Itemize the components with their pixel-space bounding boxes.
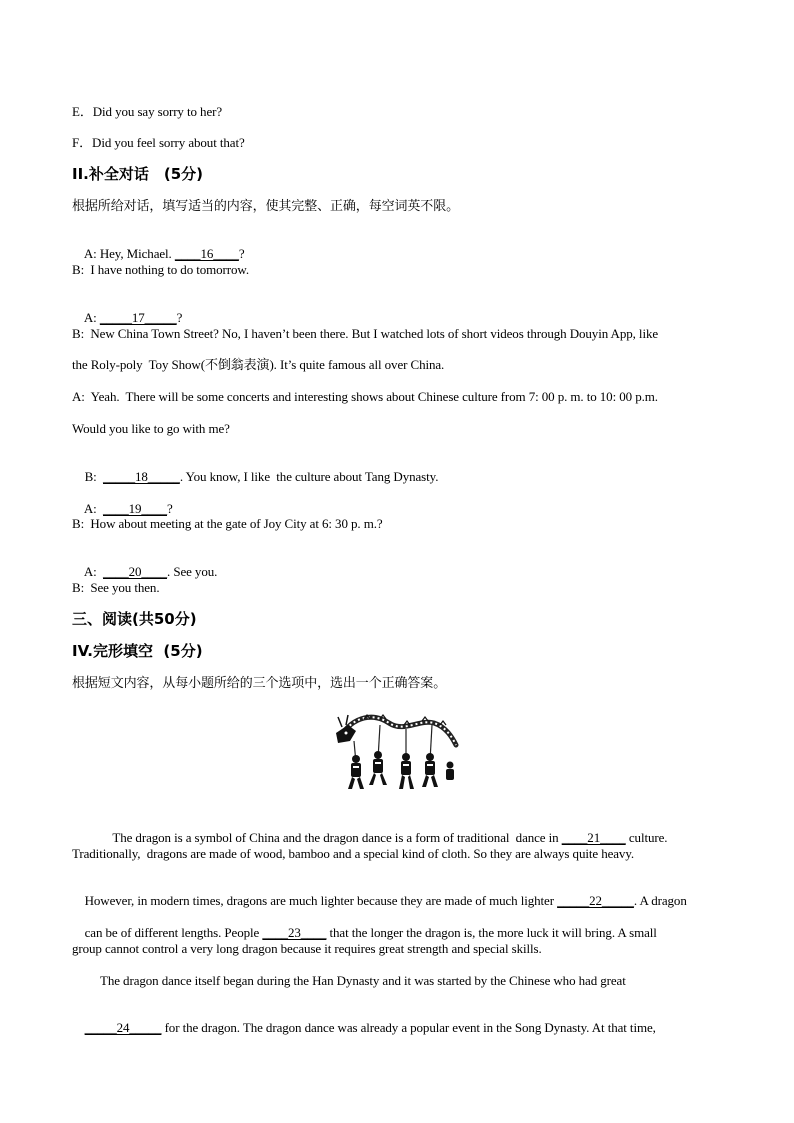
section-4-heading: IV.完形填空 (5分) bbox=[72, 642, 203, 660]
dialogue-line-10: B: How about meeting at the gate of Joy City at 6: 30 p. m.? bbox=[72, 516, 383, 531]
dialogue-line-2: B: I have nothing to do tomorrow. bbox=[72, 262, 250, 277]
section-4-instruction: 根据短文内容，从每小题所给的三个选项中，选出一个正确答案。 bbox=[72, 676, 447, 691]
answer-blank-24[interactable]: _____24_____ bbox=[84, 1020, 162, 1035]
passage-text: The dragon is a symbol of China and the dragon dance is a form of traditional dance in bbox=[112, 830, 562, 845]
answer-blank-16[interactable]: ____16____ bbox=[174, 246, 239, 261]
option-e: E．Did you say sorry to her? bbox=[72, 104, 223, 119]
dialogue-text: A: bbox=[83, 501, 103, 516]
passage-line-7 bbox=[72, 1004, 656, 1052]
section-2-heading: II.补全对话 (5分) bbox=[72, 165, 204, 183]
passage-text: culture. bbox=[625, 830, 668, 845]
dialogue-text: A: Hey, Michael. bbox=[83, 246, 175, 261]
passage-line-6: The dragon dance itself began during the Han Dynasty and it was started by the Chinese who had great bbox=[100, 973, 626, 988]
passage-text: can be of different lengths. People bbox=[84, 925, 263, 940]
option-f: F．Did you feel sorry about that? bbox=[72, 135, 245, 150]
dragon-dance-illustration bbox=[334, 707, 460, 799]
dialogue-text: A: bbox=[83, 310, 100, 325]
dialogue-text: ? bbox=[238, 246, 245, 261]
answer-blank-20[interactable]: ____20____ bbox=[103, 564, 168, 579]
passage-line-2: Traditionally, dragons are made of wood, bamboo and a special kind of cloth. So they are always quite heavy. bbox=[72, 846, 635, 861]
dialogue-line-7: Would you like to go with me? bbox=[72, 421, 230, 436]
dialogue-line-6: A: Yeah. There will be some concerts and interesting shows about Chinese culture from 7: 00 p. m. to 10: 00 p.m. bbox=[72, 389, 658, 404]
passage-text: for the dragon. The dragon dance was already a popular event in the Song Dynasty. At that time, bbox=[161, 1020, 656, 1035]
passage-text: However, in modern times, dragons are much lighter because they are made of much lighter bbox=[84, 893, 558, 908]
answer-blank-21[interactable]: ____21____ bbox=[561, 830, 626, 845]
passage-line-5: group cannot control a very long dragon because it requires great strength and special skills. bbox=[72, 941, 542, 956]
answer-blank-22[interactable]: _____22_____ bbox=[557, 893, 634, 908]
dialogue-text: ? bbox=[167, 501, 173, 516]
dialogue-text: B: bbox=[84, 469, 103, 484]
answer-blank-18[interactable]: _____18_____ bbox=[103, 469, 180, 484]
dialogue-text: ? bbox=[176, 310, 183, 325]
dragon-dance-image bbox=[334, 707, 460, 799]
dialogue-text: . See you. bbox=[167, 564, 218, 579]
dialogue-line-12: B: See you then. bbox=[72, 580, 160, 595]
dialogue-line-4: B: New China Town Street? No, I haven’t been there. But I watched lots of short videos through Douyin App, like bbox=[72, 326, 659, 341]
part-3-heading: 三、阅读(共50分) bbox=[72, 610, 197, 628]
answer-blank-19[interactable]: ____19____ bbox=[103, 501, 168, 516]
passage-text: . A dragon bbox=[633, 893, 687, 908]
dialogue-text: . You know, I like the culture about Tang Dynasty. bbox=[179, 469, 439, 484]
dialogue-text: A: bbox=[83, 564, 103, 579]
dialogue-line-5: the Roly-poly Toy Show(不倒翁表演). It’s quite famous all over China. bbox=[72, 357, 445, 372]
answer-blank-23[interactable]: ____23____ bbox=[262, 925, 327, 940]
answer-blank-17[interactable]: _____17_____ bbox=[99, 310, 177, 325]
section-2-instruction: 根据所给对话，填写适当的内容，使其完整、正确，每空词英不限。 bbox=[72, 199, 460, 214]
passage-text: that the longer the dragon is, the more luck it will bring. A small bbox=[326, 925, 657, 940]
